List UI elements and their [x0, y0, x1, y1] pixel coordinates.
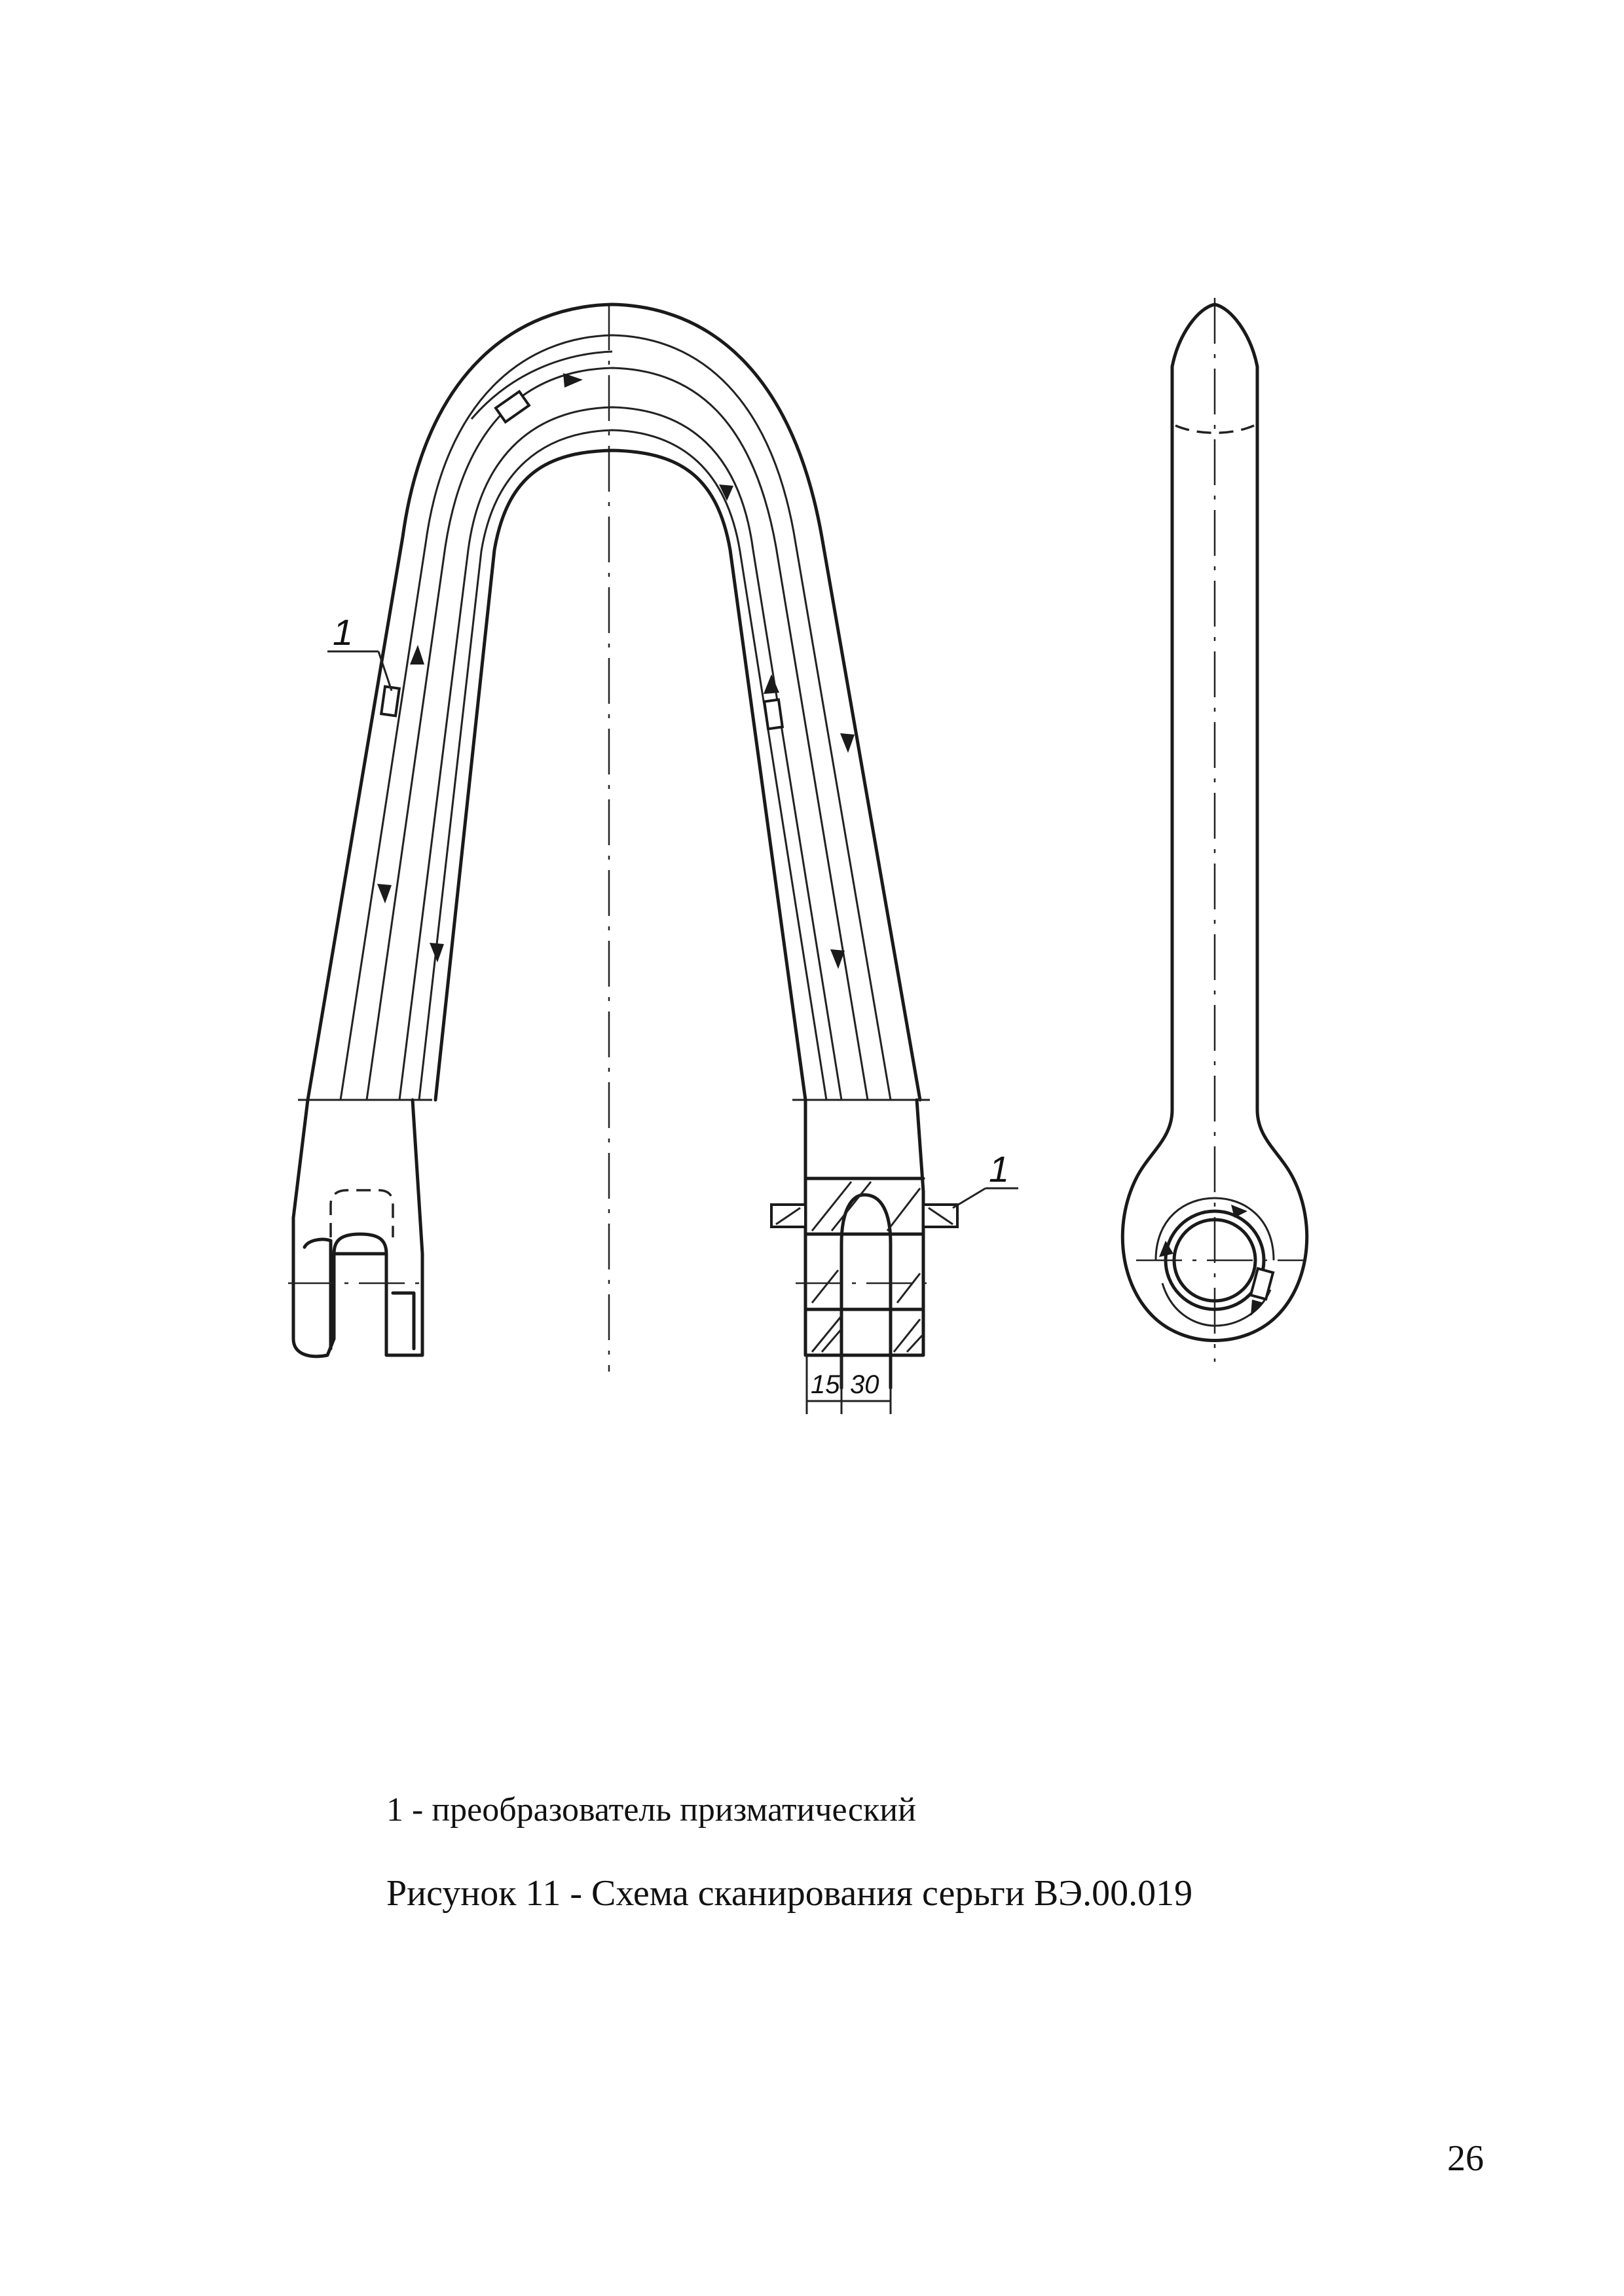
left-eye-boss-right	[393, 1293, 414, 1349]
dimension-30: 30	[850, 1370, 879, 1399]
arrow-marker	[1159, 1241, 1173, 1257]
scan-path-4	[419, 430, 826, 1100]
callout-label-right: 1	[989, 1148, 1010, 1190]
dimension-15: 15	[811, 1370, 840, 1399]
arrow-marker	[764, 674, 779, 694]
arrow-marker	[410, 645, 424, 665]
arrow-marker	[377, 884, 392, 903]
scan-path-2	[367, 368, 868, 1100]
callout-label-left: 1	[333, 611, 354, 653]
arrow-marker	[1251, 1300, 1264, 1316]
right-eye-pin	[841, 1195, 891, 1388]
left-eye-boss	[304, 1239, 331, 1349]
section-hatching	[812, 1182, 922, 1352]
scan-path-3	[399, 407, 841, 1100]
transducer-crown	[496, 392, 529, 422]
right-eye-outline	[805, 1100, 923, 1355]
arrow-marker	[430, 943, 444, 962]
shackle-outer-contour	[308, 304, 920, 1100]
arrow-marker	[840, 733, 855, 753]
arrow-marker	[830, 949, 845, 969]
shackle-side-view	[1122, 298, 1306, 1362]
page-number: 26	[1447, 2138, 1484, 2179]
left-eye-hidden-bore	[331, 1190, 393, 1237]
arrow-marker	[563, 373, 583, 388]
transducer-right-leg	[764, 700, 783, 729]
shackle-front-view	[288, 304, 1018, 1414]
shackle-inner-contour	[435, 450, 805, 1100]
left-eye-outline	[293, 1100, 422, 1357]
left-eye-slot	[334, 1234, 386, 1254]
transducer-left-leg	[381, 687, 399, 716]
figure-caption: Рисунок 11 - Схема сканирования серьги ВЭ.00.019	[386, 1873, 1193, 1914]
figure-legend: 1 - преобразователь призматический	[386, 1791, 916, 1829]
leader-line	[953, 1188, 986, 1208]
